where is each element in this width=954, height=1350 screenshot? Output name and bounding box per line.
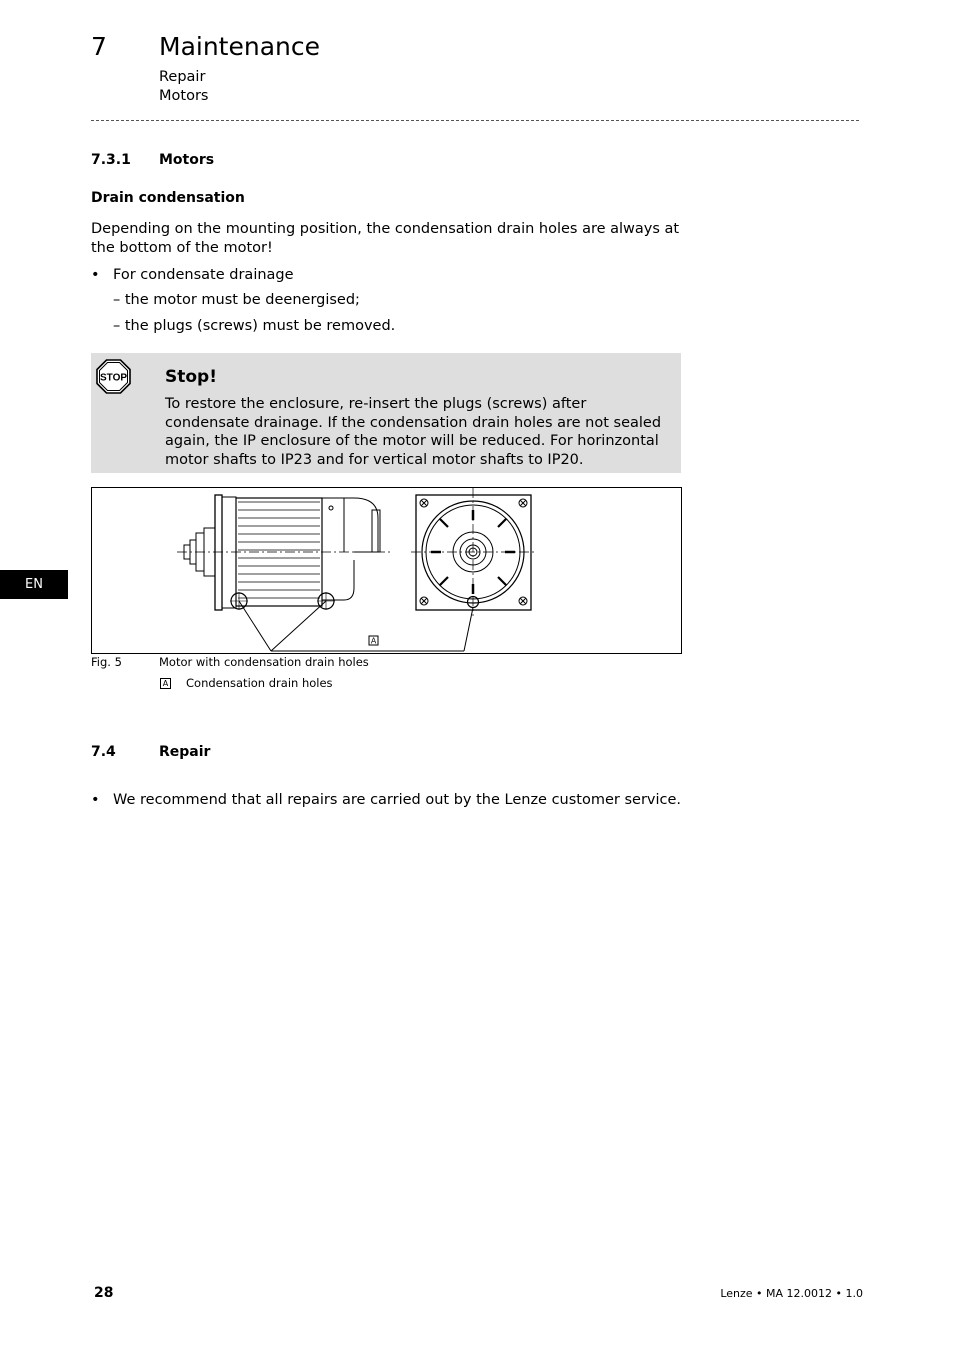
breadcrumb-repair: Repair bbox=[159, 69, 206, 85]
stop-note-title: Stop! bbox=[165, 367, 217, 387]
document-reference: Lenze • MA 12.0012 • 1.0 bbox=[720, 1287, 863, 1300]
bullet-dot-repair: • bbox=[91, 792, 100, 808]
legend-text: Condensation drain holes bbox=[186, 676, 333, 690]
stop-sign-icon bbox=[96, 359, 131, 394]
page-number: 28 bbox=[94, 1285, 114, 1301]
header-divider bbox=[91, 120, 859, 121]
dash-item-plugs-removed: – the plugs (screws) must be removed. bbox=[113, 318, 396, 334]
subheading-drain-condensation: Drain condensation bbox=[91, 190, 245, 206]
figure-marker-a: A bbox=[370, 636, 377, 646]
figure-label: Fig. 5 bbox=[91, 655, 122, 669]
motor-drawing bbox=[92, 488, 681, 653]
section-title-repair: Repair bbox=[159, 744, 211, 760]
chapter-title: Maintenance bbox=[159, 32, 320, 61]
svg-text:STOP: STOP bbox=[99, 372, 128, 384]
figure-caption: Motor with condensation drain holes bbox=[159, 655, 369, 669]
bullet-repair-recommendation: We recommend that all repairs are carried out by the Lenze customer service. bbox=[113, 792, 682, 808]
bullet-condensate-drainage: For condensate drainage bbox=[113, 267, 294, 283]
intro-paragraph: Depending on the mounting position, the condensation drain holes are always at the bottom of the motor! bbox=[91, 221, 680, 256]
chapter-number: 7 bbox=[91, 32, 107, 61]
section-number-74: 7.4 bbox=[91, 744, 116, 760]
section-number-731: 7.3.1 bbox=[91, 152, 131, 168]
breadcrumb-motors: Motors bbox=[159, 88, 209, 104]
section-title-motors: Motors bbox=[159, 152, 215, 168]
dash-item-deenergised: – the motor must be deenergised; bbox=[113, 292, 360, 308]
legend-marker: A bbox=[160, 676, 171, 690]
bullet-dot: • bbox=[91, 267, 100, 283]
stop-note-text: To restore the enclosure, re-insert the plugs (screws) after condensate drainage. If the condensation drain holes are not sealed again, the IP enclosure of the motor will be reduced. For horinzontal motor shafts to IP23 and for vertical motor shafts to IP20. bbox=[165, 396, 662, 468]
language-tab: EN bbox=[0, 570, 68, 599]
motor-figure bbox=[91, 487, 682, 654]
